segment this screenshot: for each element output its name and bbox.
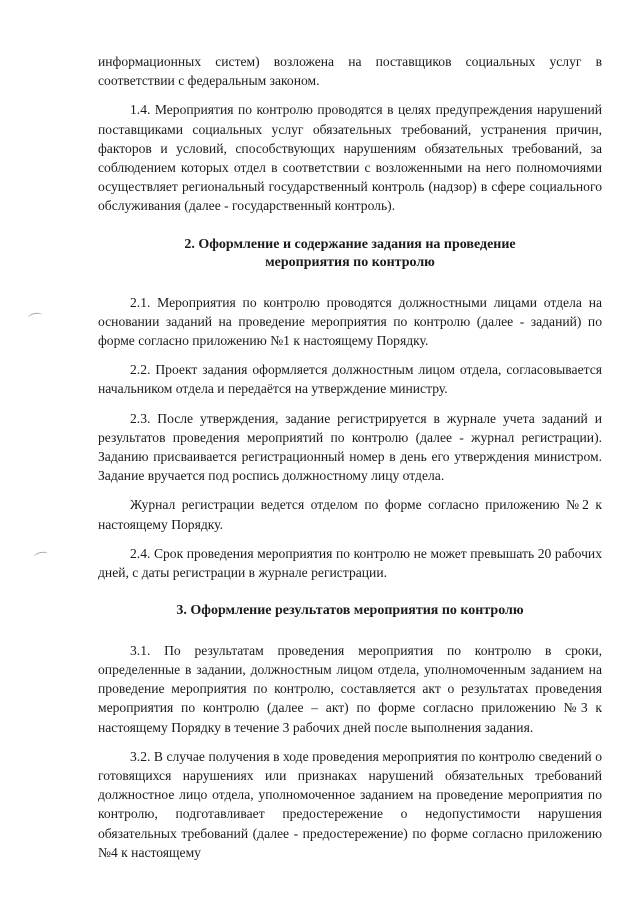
paragraph-journal: Журнал регистрации ведется отделом по форме согласно приложению №2 к настоящему Порядку. xyxy=(98,497,602,532)
paragraph-3-2: 3.2. В случае получения в ходе проведения мероприятия по контролю сведений о готовящихся нарушениях или признаках нарушений обязательных требований должностное лицо отдела, уполномоченное заданием на проведение мероприятия по контролю, подготавливает предостережение о недопустимости нарушения обязательных требований (далее - предостережение) по форме согласно приложению №4 к настоящему xyxy=(98,748,602,860)
paragraph-2-4: 2.4. Срок проведения мероприятия по контролю не может превышать 20 рабочих дней, с даты регистрации в журнале регистрации. xyxy=(98,545,602,581)
paragraph-3-1: 3.1. По результатам проведения мероприятия по контролю в сроки, определенные в задании, должностным лицом отдела, уполномоченным заданием на проведение мероприятия по контролю, составляется акт о результатах проведения мероприятия по контролю (далее – акт) по форме согласно приложению №3 к настоящему Порядку в течение 3 рабочих дней после выполнения задания. xyxy=(98,642,602,735)
paragraph-intro: информационных систем) возложена на поставщиков социальных услуг в соответствии с федеральным законом. xyxy=(98,54,602,89)
paragraph-2-3: 2.3. После утверждения, задание регистрируется в журнале учета заданий и результатов проведения мероприятий по контролю (далее - журнал регистрации). Заданию присваивается регистрационный номер в день его утверждения министром. Задание вручается под роспись должностному лицу отдела. xyxy=(98,410,602,484)
paragraph-1-4: 1.4. Мероприятия по контролю проводятся в целях предупреждения нарушений поставщиками социальных услуг обязательных требований, устранения причин, факторов и условий, способствующих нарушениям обязательных требований, за соблюдением которых отдел в соответствии с возложенными на него полномочиями осуществляет региональный государственный контроль (надзор) в сфере социального обслуживания (далее - государственный контроль). xyxy=(98,102,602,214)
scan-margin-mark xyxy=(33,551,48,561)
scan-margin-mark xyxy=(27,312,42,322)
section-3-heading: 3. Оформление результатов мероприятия по контролю xyxy=(176,603,524,619)
section-2-heading: 2. Оформление и содержание задания на проведение мероприятия по контролю xyxy=(184,236,516,271)
paragraph-2-1: 2.1. Мероприятия по контролю проводятся должностными лицами отдела на основании заданий на проведение мероприятия по контролю (далее - заданий) по форме согласно приложению №1 к настоящему Порядку. xyxy=(98,294,602,349)
paragraph-2-2: 2.2. Проект задания оформляется должностным лицом отдела, согласовывается начальником отдела и передаётся на утверждение министру. xyxy=(98,362,602,397)
document-page xyxy=(98,52,602,862)
